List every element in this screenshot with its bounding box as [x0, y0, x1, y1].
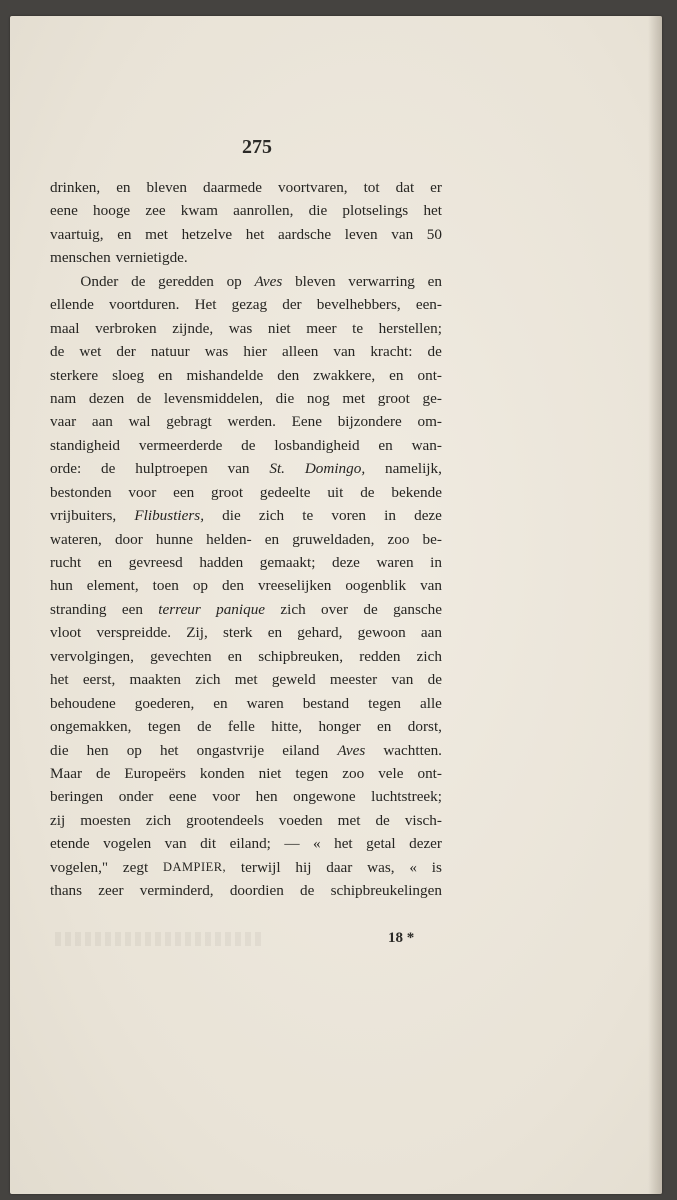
word: gebragt: [166, 413, 212, 431]
word: met: [337, 811, 361, 829]
word: luchtstreek;: [371, 788, 442, 806]
word: bevelhebbers,: [316, 296, 401, 314]
word: geredden: [158, 272, 214, 290]
word: zwakkere,: [313, 366, 376, 384]
word: hulptroepen: [135, 460, 208, 478]
word: namelijk,: [384, 460, 442, 478]
word: eiland: [282, 741, 320, 759]
word: is: [431, 858, 442, 876]
word: daarmede: [202, 179, 263, 196]
word: de: [300, 882, 315, 900]
word: op: [192, 577, 208, 595]
word: alleen: [282, 343, 319, 361]
word: de: [241, 436, 256, 454]
text-line-4: [50, 246, 442, 269]
word: die: [308, 202, 328, 220]
word: getal: [366, 835, 396, 853]
text-line-22: [50, 668, 442, 691]
text-line-28: [50, 809, 442, 832]
word: maal: [50, 319, 80, 337]
text-line-17: [50, 551, 442, 574]
word: Aves: [254, 272, 283, 290]
word: van: [391, 671, 414, 689]
word: zee: [145, 202, 166, 220]
word: en: [227, 647, 243, 665]
word: niet: [267, 319, 291, 337]
word: gewoon: [357, 624, 406, 642]
page-number: 275: [242, 136, 272, 158]
word: felle: [227, 718, 255, 736]
word: de: [96, 764, 111, 782]
text-line-26: [50, 762, 442, 785]
page-edge-shadow: [648, 16, 662, 1194]
word: het: [334, 835, 353, 853]
word: vermeerderde: [138, 436, 223, 454]
word: het: [245, 225, 265, 243]
word: bijzondere: [337, 413, 402, 431]
word: kwam: [180, 202, 218, 220]
word: de: [363, 600, 378, 618]
word: Aves: [337, 741, 366, 759]
word: het: [423, 202, 442, 220]
word: be-: [422, 530, 442, 548]
word: door: [114, 530, 143, 548]
word: hij: [295, 858, 312, 876]
word: een: [173, 483, 195, 501]
word: zich: [258, 507, 285, 525]
word: goederen,: [134, 694, 195, 712]
word: doordien: [229, 882, 284, 900]
word: was: [204, 343, 229, 361]
word: hen: [255, 788, 278, 806]
word: wateren,: [50, 530, 102, 548]
word: die: [50, 741, 69, 759]
word: onder: [118, 788, 154, 806]
word: die: [275, 389, 295, 407]
word: beringen: [50, 788, 104, 806]
word: dit: [200, 835, 217, 853]
word: panique: [216, 600, 266, 618]
word: bestand: [302, 694, 350, 712]
word: terreur: [158, 600, 201, 618]
word: nam: [50, 389, 77, 407]
word: en: [377, 718, 392, 736]
text-line-13: [50, 457, 442, 480]
word: een-: [415, 296, 442, 314]
word: helden-: [206, 530, 252, 548]
word: te: [302, 507, 314, 525]
text-line-24: [50, 715, 442, 738]
word: «: [409, 858, 417, 876]
text-line-20: [50, 621, 442, 644]
word: der: [282, 296, 302, 314]
word: redden: [359, 647, 401, 665]
word: «: [313, 835, 321, 853]
word: dezen: [88, 389, 125, 407]
word: den: [222, 577, 244, 595]
word: gansche: [393, 600, 442, 618]
word: moesten: [80, 811, 131, 829]
text-line-7: [50, 317, 442, 340]
word: tegen: [368, 694, 401, 712]
word: voor: [212, 788, 241, 806]
word: de: [101, 460, 116, 478]
word: vaartuig,: [50, 225, 104, 243]
word: menschen: [50, 249, 111, 267]
word: met: [234, 671, 258, 689]
word: aardsche: [277, 225, 332, 243]
word: in: [384, 507, 396, 525]
word: mishandelde: [186, 366, 264, 384]
word: zich: [195, 671, 221, 689]
word: waren: [246, 694, 284, 712]
word: hadden: [199, 554, 244, 571]
word: geweld: [271, 671, 316, 689]
word: ont-: [417, 764, 442, 782]
word: vele: [378, 764, 404, 782]
word: ongewone: [293, 788, 356, 806]
word: en: [117, 225, 132, 243]
word: en: [427, 272, 442, 290]
word: de: [427, 343, 442, 361]
word: losbandigheid: [274, 436, 360, 454]
word: groot: [377, 389, 410, 407]
text-line-9: [50, 364, 442, 387]
word: bestonden: [50, 483, 112, 501]
word: voren: [331, 507, 366, 525]
word: gehard,: [297, 624, 343, 642]
word: zich: [280, 600, 306, 618]
word: behoudene: [50, 694, 116, 712]
word: en: [267, 624, 283, 642]
word: honger: [318, 718, 361, 736]
text-line-16: [50, 528, 442, 551]
word: ongemakken,: [50, 718, 132, 736]
word: schipbreukelingen: [330, 882, 442, 900]
word: die: [222, 507, 241, 525]
word: met: [342, 389, 366, 407]
text-line-10: [50, 387, 442, 410]
word: vogelen,": [50, 858, 109, 876]
word: te: [352, 319, 364, 337]
word: er: [430, 179, 442, 196]
word: schipbreuken,: [258, 647, 344, 665]
word: voeden: [278, 811, 323, 829]
word: etende: [50, 835, 90, 853]
text-line-19: [50, 598, 442, 621]
text-line-14: [50, 481, 442, 504]
word: St.: [269, 460, 285, 478]
word: van: [227, 460, 250, 478]
word: hier: [243, 343, 267, 361]
word: natuur: [150, 343, 190, 361]
word: gedeelte: [259, 483, 311, 501]
word: en: [97, 554, 113, 571]
word: vervolgingen,: [50, 647, 134, 665]
word: hen: [86, 741, 109, 759]
show-through-ink: [55, 932, 265, 946]
word: bekende: [391, 483, 442, 501]
word: eiland;: [229, 835, 271, 853]
word: alle: [420, 694, 442, 712]
word: kracht:: [370, 343, 413, 361]
word: dezer: [409, 835, 442, 853]
word: verspreidde.: [96, 624, 172, 642]
word: verwarring: [348, 272, 415, 290]
word: wachtten.: [383, 741, 442, 759]
word: de: [360, 483, 375, 501]
word: zich: [416, 647, 442, 665]
word: gezag: [231, 296, 268, 314]
word: plotselings: [342, 202, 409, 220]
word: sloeg: [112, 366, 145, 384]
word: Maar: [50, 764, 83, 782]
word: bleven: [295, 272, 336, 290]
word: DAMPIER,: [162, 859, 227, 874]
word: visch-: [404, 811, 442, 829]
word: drinken,: [50, 179, 101, 196]
word: gevechten: [150, 647, 212, 665]
word: vloot: [50, 624, 82, 642]
word: gemaakt;: [259, 554, 316, 571]
word: levensmiddelen,: [163, 389, 264, 407]
word: zoo: [342, 764, 365, 782]
word: in: [430, 554, 442, 571]
word: hetzelve: [181, 225, 233, 243]
word: dat: [395, 179, 415, 196]
word: voortduren.: [109, 296, 180, 314]
word: vrijbuiters,: [50, 507, 117, 525]
text-line-2: [50, 199, 442, 222]
word: tegen: [295, 764, 329, 782]
word: en: [116, 179, 131, 196]
word: groot: [211, 483, 244, 501]
word: hunne: [155, 530, 194, 548]
text-line-30: [50, 856, 442, 879]
word: tegen: [147, 718, 181, 736]
text-line-21: [50, 645, 442, 668]
text-line-29: [50, 832, 442, 855]
word: leven: [344, 225, 378, 243]
text-line-3: [50, 223, 442, 246]
word: de: [427, 671, 442, 689]
word: de: [136, 389, 152, 407]
word: hun: [50, 577, 73, 595]
word: stranding: [50, 600, 107, 618]
word: rucht: [50, 554, 82, 571]
word: vreeselijken: [257, 577, 332, 595]
word: deze: [414, 507, 442, 525]
word: oogenblik: [345, 577, 407, 595]
word: standigheid: [50, 436, 121, 454]
text-line-1: [50, 176, 442, 199]
word: verbroken: [95, 319, 157, 337]
word: den: [277, 366, 300, 384]
word: wan-: [411, 436, 442, 454]
word: en: [158, 366, 173, 384]
word: was: [228, 319, 253, 337]
word: ge-: [422, 389, 442, 407]
word: en: [264, 530, 280, 548]
word: meer: [306, 319, 337, 337]
word: herstellen;: [378, 319, 442, 337]
word: van: [333, 343, 356, 361]
word: tot: [363, 179, 380, 196]
word: en: [378, 436, 393, 454]
word: werden.: [227, 413, 276, 431]
word: gevreesd: [128, 554, 183, 571]
word: voor: [128, 483, 157, 501]
word: de: [375, 811, 390, 829]
word: Zij,: [186, 624, 208, 642]
word: ongastvrije: [196, 741, 265, 759]
word: Domingo,: [304, 460, 366, 478]
word: terwijl: [240, 858, 281, 876]
word: maakten: [129, 671, 181, 689]
word: zijnde,: [172, 319, 214, 337]
word: het: [159, 741, 179, 759]
word: van: [420, 577, 442, 595]
word: zoo: [387, 530, 410, 548]
word: der: [116, 343, 136, 361]
word: meester: [329, 671, 378, 689]
word: ont-: [417, 366, 442, 384]
word: vernietigde.: [115, 249, 188, 267]
word: en: [389, 366, 404, 384]
word: de: [197, 718, 212, 736]
word: eene: [50, 202, 78, 220]
word: Het: [194, 296, 217, 314]
word: Onder: [80, 272, 119, 290]
word: orde:: [50, 460, 82, 478]
word: ellende: [50, 296, 94, 314]
word: gruweldaden,: [292, 530, 375, 548]
word: sterk: [223, 624, 253, 642]
word: verminderd,: [139, 882, 214, 900]
word: van: [164, 835, 187, 853]
text-line-18: [50, 574, 442, 597]
word: om-: [417, 413, 442, 431]
word: wal: [128, 413, 151, 431]
word: daar: [326, 858, 353, 876]
text-line-15: [50, 504, 442, 527]
word: over: [321, 600, 349, 618]
word: hitte,: [271, 718, 303, 736]
text-line-23: [50, 692, 442, 715]
word: dorst,: [407, 718, 442, 736]
word: zij: [50, 811, 66, 829]
word: konden: [199, 764, 245, 782]
word: Eene: [291, 413, 322, 431]
word: aan: [91, 413, 113, 431]
word: een: [121, 600, 143, 618]
word: Flibustiers,: [134, 507, 204, 525]
word: aanrollen,: [233, 202, 294, 220]
word: de: [131, 272, 146, 290]
word: wet: [79, 343, 102, 361]
word: voortvaren,: [278, 179, 348, 196]
word: toen: [152, 577, 179, 595]
word: Europeërs: [124, 764, 186, 782]
word: 50: [426, 225, 442, 243]
word: —: [284, 835, 300, 853]
word: eerst,: [82, 671, 116, 689]
word: grootendeels: [186, 811, 264, 829]
text-line-12: [50, 434, 442, 457]
word: nog: [306, 389, 330, 407]
word: van: [391, 225, 414, 243]
word: met: [145, 225, 168, 243]
text-line-5: [50, 270, 442, 293]
word: zeer: [98, 882, 124, 900]
word: zich: [145, 811, 172, 829]
word: zegt: [122, 858, 149, 876]
text-line-8: [50, 340, 442, 363]
catchword-signature: 18 *: [388, 930, 415, 946]
text-line-31: [50, 879, 442, 902]
word: hooge: [93, 202, 131, 220]
word: element,: [86, 577, 139, 595]
word: aan: [420, 624, 442, 642]
word: vogelen: [103, 835, 152, 853]
word: sterkere: [50, 366, 99, 384]
body-text: [50, 176, 442, 903]
word: eene: [168, 788, 197, 806]
text-line-6: [50, 293, 442, 316]
text-line-25: [50, 739, 442, 762]
word: waren: [376, 554, 414, 571]
word: de: [50, 343, 65, 361]
text-line-27: [50, 785, 442, 808]
word: vaar: [50, 413, 77, 431]
word: bleven: [146, 179, 187, 196]
word: uit: [327, 483, 344, 501]
word: was,: [367, 858, 395, 876]
word: op: [126, 741, 142, 759]
word: op: [226, 272, 242, 290]
text-line-11: [50, 410, 442, 433]
word: het: [50, 671, 69, 689]
word: niet: [258, 764, 282, 782]
word: en: [213, 694, 228, 712]
word: thans: [50, 882, 83, 900]
word: deze: [332, 554, 360, 571]
